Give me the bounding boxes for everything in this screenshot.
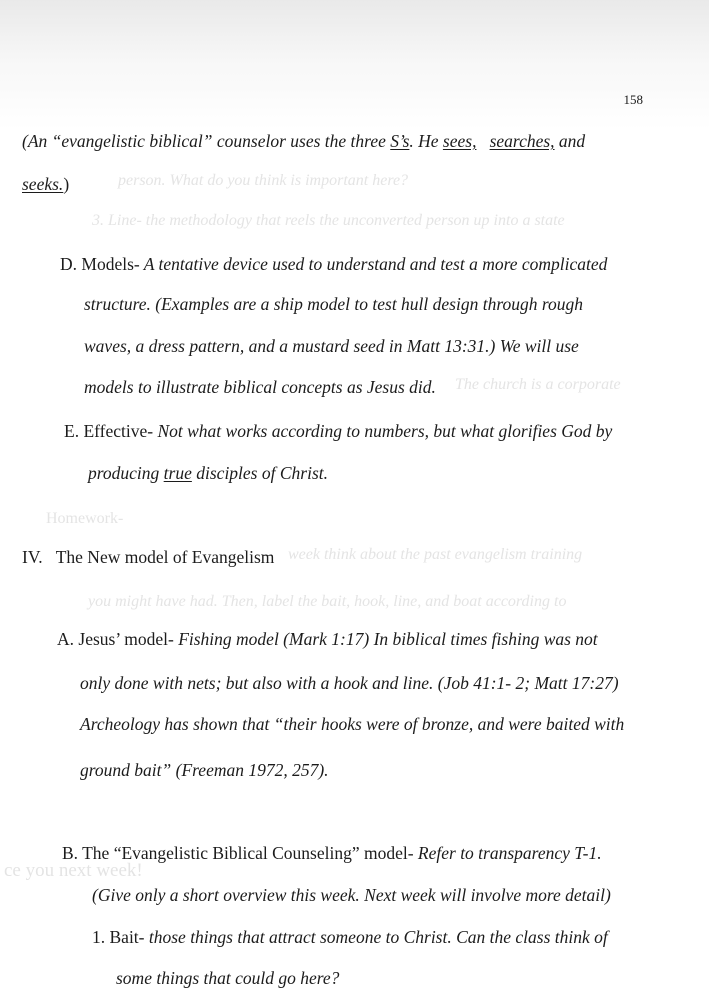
item-d-text: models to illustrate biblical concepts as Jesus did. (84, 377, 436, 397)
item-b1-label: 1. Bait- (92, 927, 145, 947)
item-a-text: Fishing model (Mark 1:17) In biblical times fishing was not (173, 629, 598, 649)
item-a-text: ground bait” (Freeman 1972, 257). (80, 760, 329, 780)
intro-prefix: (An “evangelistic biblical” counselor uses the three (22, 131, 391, 151)
bleed-through-text: The church is a corporate (455, 376, 621, 393)
item-d-label: D. Models- (60, 254, 140, 274)
item-b-label: B. The “Evangelistic Biblical Counseling” model- (62, 843, 414, 863)
item-a-line-2 (80, 675, 619, 693)
item-e-line-2 (88, 465, 328, 483)
item-e-text: producing (88, 463, 164, 483)
item-e-label: E. Effective- (64, 421, 154, 441)
item-a-label: A. Jesus’ model- (57, 629, 174, 649)
section-iv-title: The New model of Evangelism (55, 547, 275, 567)
bleed-through-text: you might have had. Then, label the bait, hook, line, and boat according to (88, 593, 567, 610)
intro-line-1 (22, 133, 585, 151)
item-a-text: Archeology has shown that “their hooks were of bronze, and were baited with (80, 714, 625, 734)
intro-searches: searches, (489, 131, 555, 151)
intro-close: ) (63, 174, 70, 194)
bleed-through-text: ce you next week! (4, 860, 143, 881)
item-e-true: true (163, 463, 192, 483)
item-b1-line-1 (92, 929, 608, 947)
intro-line-2 (22, 176, 69, 194)
item-d-text: waves, a dress pattern, and a mustard seed in Matt 13:31.) We will use (84, 336, 579, 356)
bleed-through-text: 3. Line- the methodology that reels the unconverted person up into a state (92, 212, 565, 229)
bleed-through-text: week think about the past evangelism training (288, 546, 583, 563)
item-a-line-4 (80, 762, 329, 780)
item-d-line-1 (60, 256, 607, 274)
item-b-line-2 (92, 887, 611, 905)
item-d-line-3 (84, 338, 579, 356)
section-iv-number: IV. (22, 547, 43, 567)
item-d-line-4 (84, 379, 436, 397)
item-e-text: disciples of Christ. (191, 463, 328, 483)
item-a-line-1 (57, 631, 598, 649)
item-d-text: A tentative device used to understand and test a more complicated (139, 254, 608, 274)
item-d-text: structure. (Examples are a ship model to test hull design through rough (84, 294, 584, 314)
bleed-through-text: person. What do you think is important here? (118, 172, 409, 189)
page-number: 158 (623, 92, 643, 107)
item-b-text: (Give only a short overview this week. Next week will involve more detail) (92, 885, 611, 905)
intro-he: . He (409, 131, 443, 151)
intro-ss: S’s (390, 131, 410, 151)
intro-and: and (554, 131, 586, 151)
bleed-through-text: Homework- (46, 510, 124, 527)
item-a-text: only done with nets; but also with a hook and line. (Job 41:1- 2; Matt 17:27) (80, 673, 619, 693)
item-b1-text: those things that attract someone to Christ. Can the class think of (144, 927, 608, 947)
item-b1-text: some things that could go here? (116, 968, 340, 988)
intro-sees: sees, (442, 131, 477, 151)
item-a-line-3 (80, 716, 624, 734)
item-b-text: Refer to transparency T-1. (413, 843, 602, 863)
intro-seeks: seeks. (22, 174, 64, 194)
item-b1-line-2 (116, 970, 339, 988)
item-b-line-1 (62, 845, 602, 863)
section-iv-heading (22, 549, 274, 567)
item-d-line-2 (84, 296, 583, 314)
item-e-line-1 (64, 423, 612, 441)
item-e-text: Not what works according to numbers, but what glorifies God by (153, 421, 613, 441)
